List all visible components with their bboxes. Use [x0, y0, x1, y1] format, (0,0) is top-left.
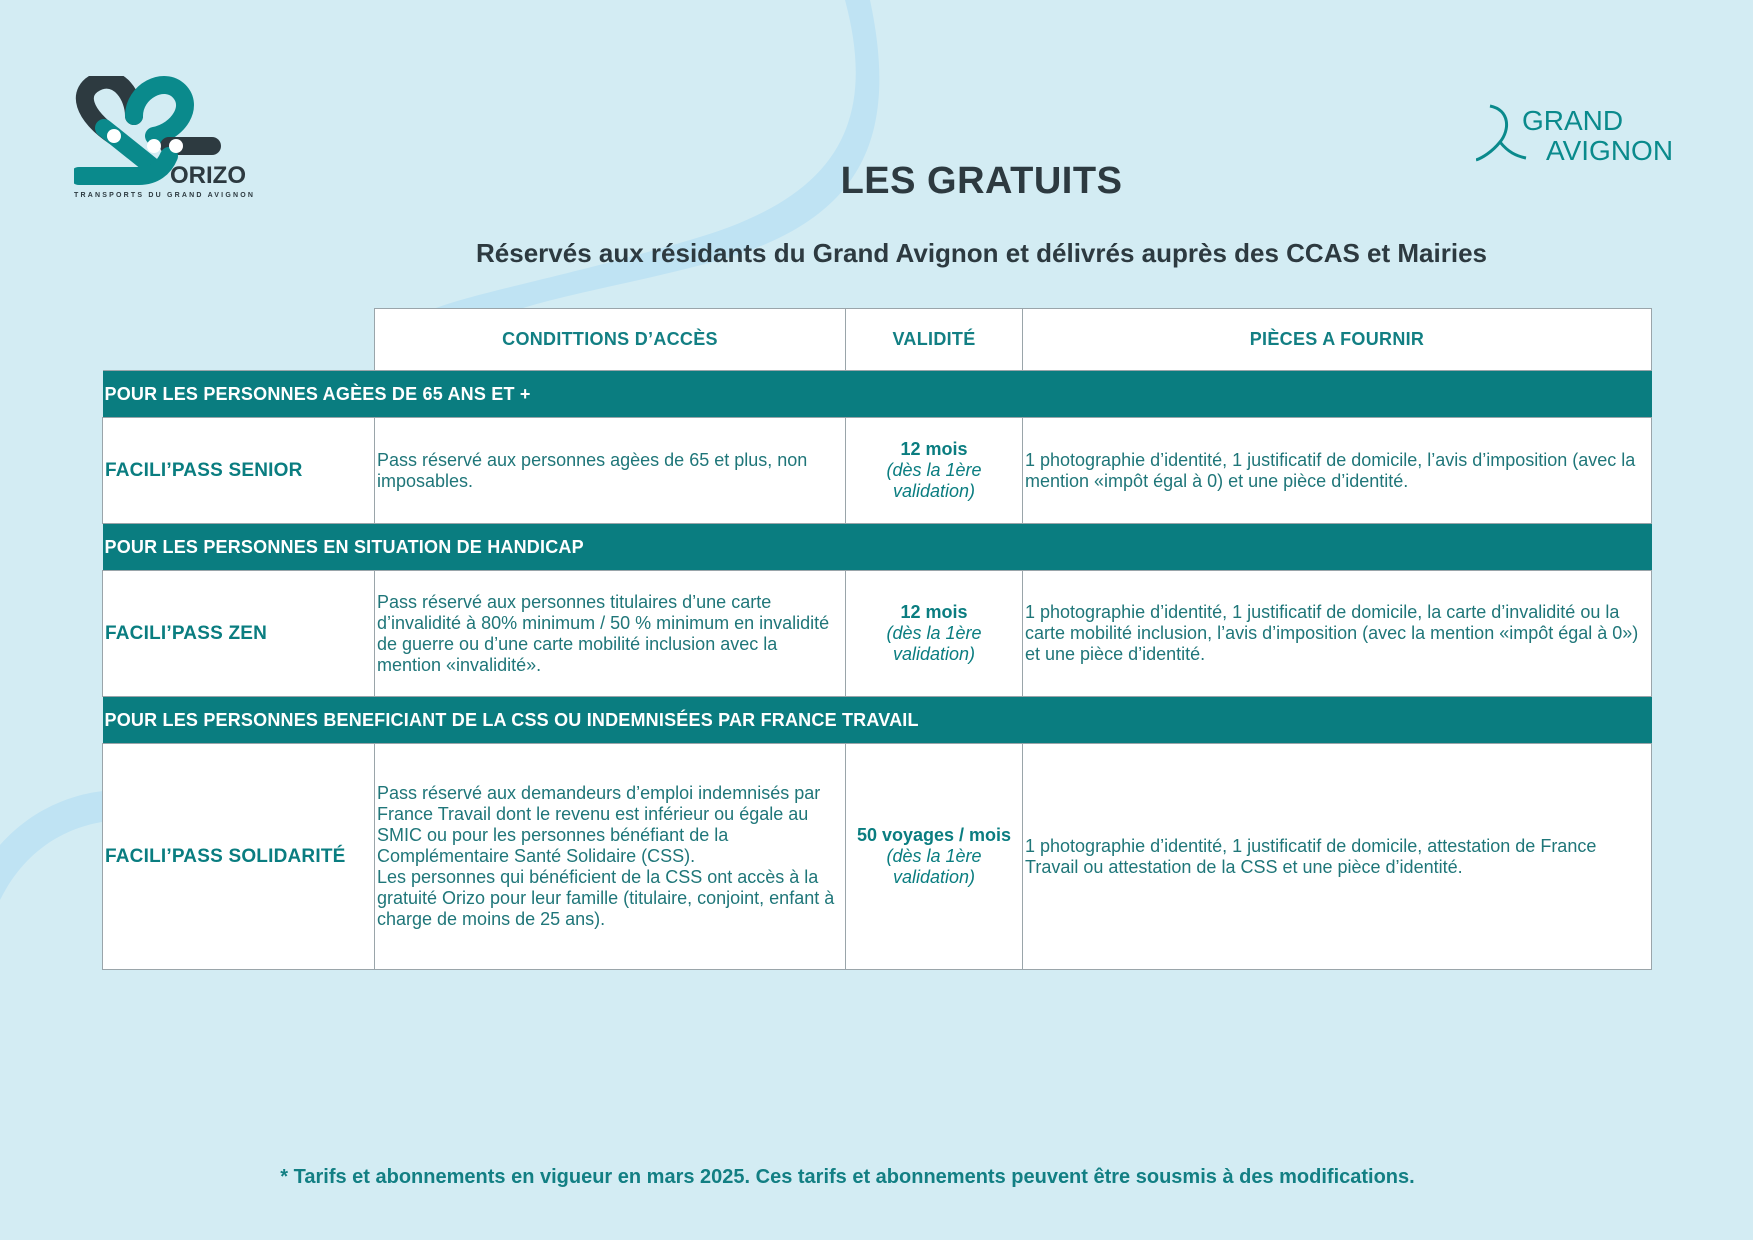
pass-conditions: Pass réservé aux personnes agèes de 65 et plus, non imposables. [375, 418, 846, 524]
header-blank-cell [103, 309, 375, 371]
section-row-senior [103, 371, 1652, 418]
grand-avignon-line2: AVIGNON [1546, 135, 1674, 166]
validity-main: 50 voyages / mois [856, 825, 1012, 845]
section-title: POUR LES PERSONNES AGÈES DE 65 ANS ET + [103, 371, 1652, 418]
pass-name: FACILI’PASS SOLIDARITÉ [103, 744, 375, 970]
pass-validity [846, 571, 1023, 697]
pass-name: FACILI’PASS SENIOR [103, 418, 375, 524]
table-row [103, 418, 1652, 524]
pass-conditions: Pass réservé aux personnes titulaires d’une carte d’invalidité à 80% minimum / 50 % minimum en invalidité de guerre ou d’une carte mobilité inclusion avec la mention «invalidité». [375, 571, 846, 697]
pass-validity [846, 418, 1023, 524]
section-row-handicap [103, 524, 1652, 571]
free-passes-table [102, 308, 1652, 970]
conditions-main: Pass réservé aux demandeurs d’emploi indemnisés par France Travail dont le revenu est inférieur ou égale au SMIC ou pour les personnes bénéfiant de la Complémentaire Santé Solidaire (CSS). [377, 783, 821, 866]
grand-avignon-logo [1476, 102, 1686, 166]
section-title: POUR LES PERSONNES EN SITUATION DE HANDICAP [103, 524, 1652, 571]
validity-note: (dès la 1ère validation) [886, 460, 982, 501]
header-documents: PIÈCES A FOURNIR [1023, 309, 1652, 371]
pass-name: FACILI’PASS ZEN [103, 571, 375, 697]
grand-avignon-line1: GRAND [1522, 105, 1624, 136]
section-row-solidarite [103, 697, 1652, 744]
table-row [103, 571, 1652, 697]
table-header-row [103, 309, 1652, 371]
validity-main: 12 mois [900, 602, 968, 622]
header-conditions: CONDITTIONS D’ACCÈS [375, 309, 846, 371]
orizo-wordmark: ORIZO [170, 162, 246, 189]
validity-main: 12 mois [900, 439, 968, 459]
validity-note: (dès la 1ère validation) [886, 846, 982, 887]
header-validity: VALIDITÉ [846, 309, 1023, 371]
conditions-extra: Les personnes qui bénéficient de la CSS ont accès à la gratuité Orizo pour leur famille (titulaire, conjoint, enfant à charge de moins de 25 ans). [377, 867, 835, 929]
pass-documents: 1 photographie d’identité, 1 justificatif de domicile, l’avis d’imposition (avec la mention «impôt égal à 0) et une pièce d’identité. [1023, 418, 1652, 524]
page-title: LES GRATUITS [840, 160, 1123, 202]
page-subtitle: Réservés aux résidants du Grand Avignon et délivrés auprès des CCAS et Mairies [476, 238, 1487, 268]
table-row [103, 744, 1652, 970]
footer-note: * Tarifs et abonnements en vigueur en mars 2025. Ces tarifs et abonnements peuvent être sousmis à des modifications. [280, 1166, 1415, 1188]
validity-note: (dès la 1ère validation) [886, 623, 982, 664]
pass-documents: 1 photographie d’identité, 1 justificatif de domicile, la carte d’invalidité ou la carte mobilité inclusion, l’avis d’imposition (avec la mention «impôt égal à 0») et une pièce d’identité. [1023, 571, 1652, 697]
pass-documents: 1 photographie d’identité, 1 justificatif de domicile, attestation de France Travail ou attestation de la CSS et une pièce d’identité. [1023, 744, 1652, 970]
pass-conditions [375, 744, 846, 970]
pass-validity [846, 744, 1023, 970]
section-title: POUR LES PERSONNES BENEFICIANT DE LA CSS OU INDEMNISÉES PAR FRANCE TRAVAIL [103, 697, 1652, 744]
orizo-tagline: TRANSPORTS DU GRAND AVIGNON [74, 192, 256, 199]
